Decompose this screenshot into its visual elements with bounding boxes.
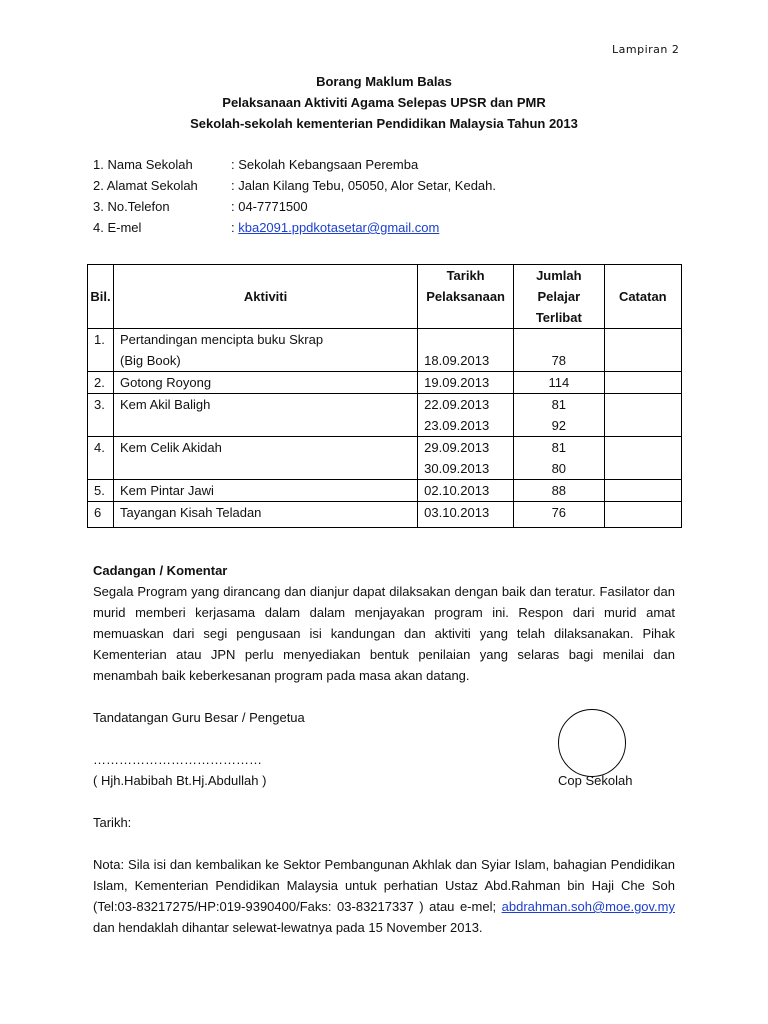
- header-aktiviti: Aktiviti: [113, 265, 417, 329]
- row-aktiviti-line: Kem Celik Akidah: [119, 440, 222, 455]
- row-bil: 1.: [88, 329, 114, 372]
- row-tarikh: [418, 437, 514, 480]
- note-line: Islam, Kementerian Pendidikan Malaysia untuk perhatian Ustaz Abd.Rahman bin Haji Che Soh: [93, 878, 675, 893]
- row-jumlah: 114: [514, 372, 604, 394]
- row-aktiviti-line: Pertandingan mencipta buku Skrap: [119, 332, 324, 347]
- table-header-row: [88, 265, 682, 329]
- row-tarikh-line: 30.09.2013: [424, 461, 490, 476]
- row-aktiviti: [113, 394, 417, 437]
- row-jumlah: 76: [514, 502, 604, 528]
- lampiran-label: Lampiran 2: [612, 43, 680, 56]
- comments-line: menambah baik keberkesanan program pada masa akan datang.: [93, 668, 470, 683]
- row-tarikh: 03.10.2013: [418, 502, 514, 528]
- table-row: [88, 437, 682, 480]
- row-tarikh-line: 22.09.2013: [424, 397, 490, 412]
- row-catatan: [604, 394, 681, 437]
- row-jumlah: [514, 329, 604, 372]
- table-row: [88, 372, 682, 394]
- row-tarikh: [418, 329, 514, 372]
- table-row: [88, 502, 682, 528]
- row-aktiviti-line: (Big Book): [119, 353, 181, 368]
- row-bil: 6: [88, 502, 114, 528]
- info-value-nama: : Sekolah Kebangsaan Peremba: [231, 157, 419, 172]
- comments-line: Segala Program yang dirancang dan dianjur dapat dilaksakan dengan baik dan teratur. Fasilator dan: [93, 584, 675, 599]
- header-jumlah-3: Terlibat: [535, 310, 582, 325]
- info-label-alamat: 2. Alamat Sekolah: [93, 178, 198, 193]
- row-aktiviti-line: [120, 415, 411, 436]
- row-tarikh: 19.09.2013: [418, 372, 514, 394]
- row-tarikh-line: 18.09.2013: [424, 353, 490, 368]
- row-jumlah-line: 78: [551, 353, 567, 368]
- row-aktiviti: Gotong Royong: [113, 372, 417, 394]
- info-value-telefon: : 04-7771500: [231, 199, 308, 214]
- header-catatan: Catatan: [604, 265, 681, 329]
- info-value-emel: [231, 220, 439, 235]
- info-value-alamat: : Jalan Kilang Tebu, 05050, Alor Setar, Kedah.: [231, 178, 497, 193]
- header-tarikh-3: [418, 307, 513, 328]
- row-catatan: [604, 502, 681, 528]
- row-tarikh: 02.10.2013: [418, 480, 514, 502]
- row-jumlah-line: 81: [551, 397, 567, 412]
- comments-heading: Cadangan / Komentar: [93, 563, 228, 578]
- comments-line: Kementerian atau JPN perlu menyediakan bentuk penilaian yang selaras bagi menilai dan: [93, 647, 675, 662]
- info-label-telefon: 3. No.Telefon: [93, 199, 170, 214]
- row-jumlah-line: 81: [551, 440, 567, 455]
- row-aktiviti: Kem Pintar Jawi: [113, 480, 417, 502]
- header-tarikh: [418, 265, 514, 329]
- row-tarikh-line: 23.09.2013: [424, 418, 490, 433]
- row-jumlah-line: [520, 329, 597, 350]
- note-contact-text: (Tel:03-83217275/HP:019-9390400/Faks: 03-83217337 ) atau e-mel;: [93, 899, 502, 914]
- form-subtitle: Pelaksanaan Aktiviti Agama Selepas UPSR dan PMR: [222, 95, 546, 110]
- info-label-nama: 1. Nama Sekolah: [93, 157, 193, 172]
- row-catatan: [604, 329, 681, 372]
- row-bil: 2.: [88, 372, 114, 394]
- note-line: dan hendaklah dihantar selewat-lewatnya pada 15 November 2013.: [93, 920, 483, 935]
- row-jumlah-line: 92: [551, 418, 567, 433]
- comments-line: murid memberi kerjasama dalam dalam menjayakan program ini. Respon dari murid amat: [93, 605, 675, 620]
- table-row: [88, 480, 682, 502]
- header-jumlah-1: Jumlah: [536, 268, 582, 283]
- moe-email-link[interactable]: abdrahman.soh@moe.gov.my: [501, 899, 675, 914]
- row-tarikh-line: [424, 329, 507, 350]
- header-bil: Bil.: [88, 265, 114, 329]
- signature-dots: …………………………………: [93, 752, 262, 767]
- row-jumlah-line: 80: [551, 461, 567, 476]
- note-line: [93, 896, 675, 917]
- header-jumlah: [514, 265, 604, 329]
- row-aktiviti: [113, 437, 417, 480]
- comments-line: memuaskan dari segi pengusaan isi kandungan dan aktiviti yang telah dilaksanakan. Pihak: [93, 626, 675, 641]
- row-jumlah: [514, 437, 604, 480]
- row-aktiviti: [113, 329, 417, 372]
- row-jumlah: [514, 394, 604, 437]
- row-bil: 3.: [88, 394, 114, 437]
- row-aktiviti-line: [120, 458, 411, 479]
- activity-table: [87, 264, 682, 528]
- table-row: [88, 394, 682, 437]
- table-row: [88, 329, 682, 372]
- note-line: Nota: Sila isi dan kembalikan ke Sektor Pembangunan Akhlak dan Syiar Islam, bahagian Pendidikan: [93, 857, 675, 872]
- emel-prefix: :: [231, 220, 239, 235]
- header-jumlah-2: Pelajar: [537, 289, 581, 304]
- header-tarikh-1: Tarikh: [446, 268, 485, 283]
- row-aktiviti-line: Kem Akil Baligh: [119, 397, 211, 412]
- row-tarikh-line: 29.09.2013: [424, 440, 490, 455]
- form-title: Borang Maklum Balas: [316, 74, 452, 89]
- signature-label: Tandatangan Guru Besar / Pengetua: [93, 710, 305, 725]
- row-bil: 4.: [88, 437, 114, 480]
- row-catatan: [604, 480, 681, 502]
- row-catatan: [604, 372, 681, 394]
- row-jumlah: 88: [514, 480, 604, 502]
- stamp-label: Cop Sekolah: [558, 773, 633, 788]
- date-label: Tarikh:: [93, 815, 132, 830]
- row-bil: 5.: [88, 480, 114, 502]
- info-label-emel: 4. E-mel: [93, 220, 142, 235]
- school-email-link[interactable]: kba2091.ppdkotasetar@gmail.com: [238, 220, 440, 235]
- header-tarikh-2: Pelaksanaan: [426, 289, 505, 304]
- principal-name: ( Hjh.Habibah Bt.Hj.Abdullah ): [93, 773, 267, 788]
- row-catatan: [604, 437, 681, 480]
- form-subtitle-2: Sekolah-sekolah kementerian Pendidikan Malaysia Tahun 2013: [190, 116, 578, 131]
- row-aktiviti: Tayangan Kisah Teladan: [113, 502, 417, 528]
- row-tarikh: [418, 394, 514, 437]
